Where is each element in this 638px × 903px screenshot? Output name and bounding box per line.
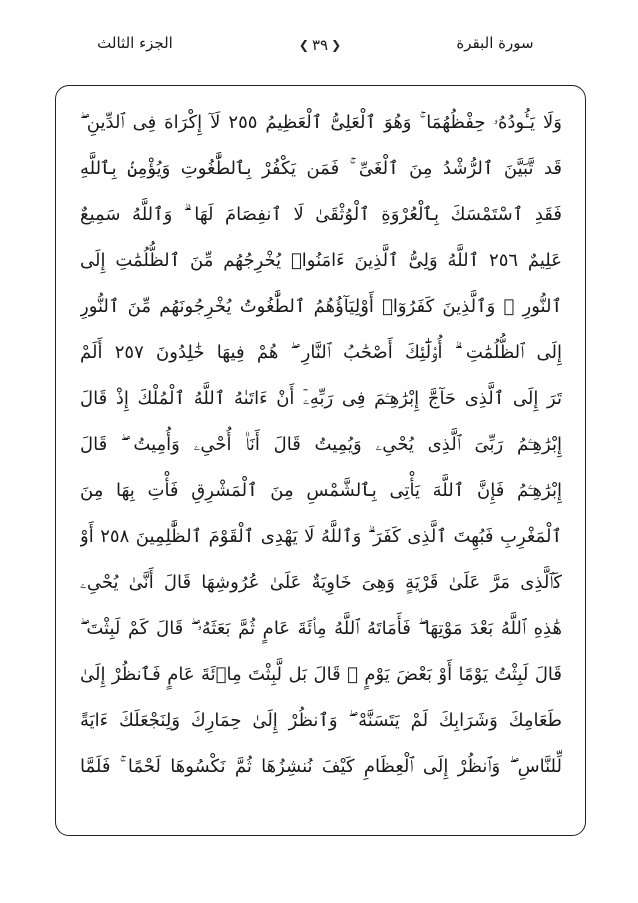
verse-line: إِبْرَٰهِـۧمُ فَإِنَّ ٱللَّهَ يَأْتِى بِٱلشَّمْسِ مِنَ ٱلْمَشْرِقِ فَأْتِ بِهَا مِنَ [80,480,562,501]
verse-line: عَلِيمٌ ٢٥٦ ٱللَّهُ وَلِىُّ ٱلَّذِينَ ءَامَنُوا۟ يُخْرِجُهُم مِّنَ ٱلظُّلُمَٰتِ إِلَى [80,250,562,271]
verse-line: هَٰذِهِ ٱللَّهُ بَعْدَ مَوْتِهَا ۖ فَأَمَاتَهُ ٱللَّهُ مِا۟ئَةَ عَامٍ ثُمَّ بَعَثَهُۥ ۖ قَالَ كَمْ لَبِثْتَ ۖ [80,618,562,639]
verse-line: وَلَا يَـُٔودُهُۥ حِفْظُهُمَا ۚ وَهُوَ ٱلْعَلِىُّ ٱلْعَظِيمُ ٢٥٥ لَآ إِكْرَاهَ فِى ٱلدِّينِ ۖ [80,112,562,133]
part-name: الجزء الثالث [97,34,173,52]
page-header [70,30,570,70]
verse-line: إِلَى ٱلظُّلُمَٰتِ ۗ أُو۟لَٰٓئِكَ أَصْحَٰبُ ٱلنَّارِ ۖ هُمْ فِيهَا خَٰلِدُونَ ٢٥٧ أَلَمْ [80,342,562,363]
verse-line: ٱلنُّورِ ۖ وَٱلَّذِينَ كَفَرُوٓا۟ أَوْلِيَآؤُهُمُ ٱلطَّٰغُوتُ يُخْرِجُونَهُم مِّنَ ٱلنُّورِ [80,296,562,317]
right-ornament-icon: ❯ [331,38,342,52]
verse-line: قَد تَّبَيَّنَ ٱلرُّشْدُ مِنَ ٱلْغَىِّ ۚ فَمَن يَكْفُرْ بِٱلطَّٰغُوتِ وَيُؤْمِنۢ بِٱللَّهِ [80,158,562,179]
verse-line: إِبْرَٰهِـۧمُ رَبِّىَ ٱلَّذِى يُحْىِۦ وَيُمِيتُ قَالَ أَنَا۠ أُحْىِۦ وَأُمِيتُ ۖ قَالَ [80,434,562,455]
verse-line: كَٱلَّذِى مَرَّ عَلَىٰ قَرْيَةٍ وَهِىَ خَاوِيَةٌ عَلَىٰ عُرُوشِهَا قَالَ أَنَّىٰ يُحْىِۦ [80,572,562,593]
verse-line: فَقَدِ ٱسْتَمْسَكَ بِٱلْعُرْوَةِ ٱلْوُثْقَىٰ لَا ٱنفِصَامَ لَهَا ۗ وَٱللَّهُ سَمِيعٌ [80,204,562,225]
verse-line: طَعَامِكَ وَشَرَابِكَ لَمْ يَتَسَنَّهْ ۖ وَٱنظُرْ إِلَىٰ حِمَارِكَ وَلِنَجْعَلَكَ ءَايَةً [80,710,562,731]
verse-line: لِّلنَّاسِ ۖ وَٱنظُرْ إِلَى ٱلْعِظَامِ كَيْفَ نُنشِزُهَا ثُمَّ نَكْسُوهَا لَحْمًا ۚ فَلَمَّا [80,756,562,777]
page-number-badge [270,34,370,56]
verse-line: تَرَ إِلَى ٱلَّذِى حَآجَّ إِبْرَٰهِـۧمَ فِى رَبِّهِۦٓ أَنْ ءَاتَىٰهُ ٱللَّهُ ٱلْمُلْكَ إِذْ قَالَ [80,388,562,409]
verse-lines [80,100,562,790]
verse-line: قَالَ لَبِثْتُ يَوْمًا أَوْ بَعْضَ يَوْمٍ ۖ قَالَ بَل لَّبِثْتَ مِا۟ئَةَ عَامٍ فَٱنظُرْ إِلَىٰ [80,664,562,685]
verse-line: ٱلْمَغْرِبِ فَبُهِتَ ٱلَّذِى كَفَرَ ۗ وَٱللَّهُ لَا يَهْدِى ٱلْقَوْمَ ٱلظَّٰلِمِينَ ٢٥٨ أَوْ [80,526,562,547]
left-ornament-icon: ❮ [298,38,309,52]
page-number: ٣٩ [311,36,329,54]
surah-name: سورة البقرة [456,34,534,52]
